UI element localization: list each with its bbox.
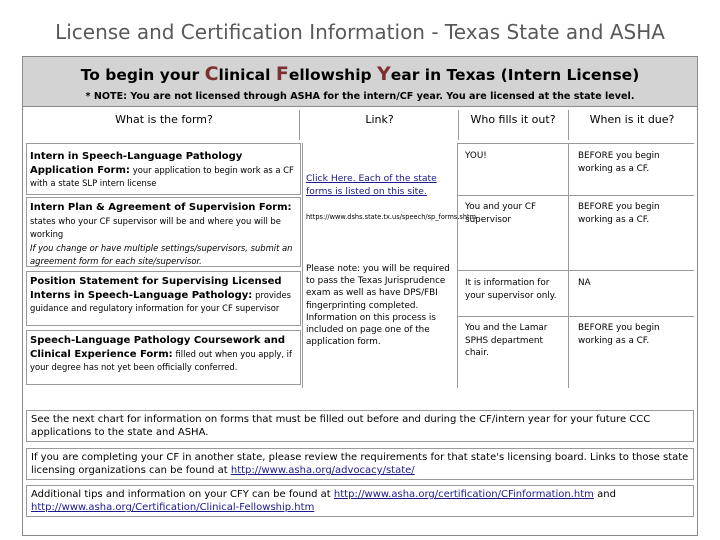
click-here-link[interactable]: Click Here. Each of the state forms is listed on this site.	[306, 173, 437, 197]
banner-ellowship: ellowship	[288, 66, 378, 84]
banner	[22, 56, 698, 107]
form-cell-1	[26, 143, 301, 195]
header-divider	[299, 110, 300, 140]
col-header-link: Link?	[365, 113, 394, 126]
form-desc: filled out when you apply, if your degree has not yet been officially conferred.	[30, 348, 292, 372]
col-header-due: When is it due?	[589, 113, 675, 126]
who-cell-2: You and your CF supervisor	[465, 202, 537, 225]
who-cell-4: You and the Lamar SPHS department chair.	[465, 323, 548, 358]
banner-cap-y: Y	[377, 63, 391, 85]
col-header-who: Who fills it out?	[470, 113, 556, 126]
banner-heading	[23, 63, 697, 85]
dshs-forms-url[interactable]: https://www.dshs.state.tx.us/speech/sp_forms.shtm	[306, 213, 477, 221]
row-divider	[458, 143, 694, 144]
form-title: Intern Plan & Agreement of Supervision Form:	[30, 202, 292, 213]
form-cell-3	[26, 271, 301, 326]
header-divider	[568, 110, 569, 140]
cf-information-link[interactable]: http://www.asha.org/certification/CFinformation.htm	[333, 489, 594, 500]
additional-text: Additional tips and information on your CFY can be found at	[31, 489, 334, 500]
due-cell-3: NA	[578, 278, 591, 288]
banner-linical: linical	[218, 66, 276, 84]
row-divider	[458, 270, 694, 271]
asha-state-link[interactable]: http://www.asha.org/advocacy/state/	[230, 465, 415, 476]
form-title: Intern in Speech-Language Pathology Application Form:	[30, 151, 243, 176]
form-desc: your application to begin work as a CF with a state SLP intern license	[30, 164, 294, 188]
other-state-note	[26, 448, 694, 480]
who-cell-1: YOU!	[465, 151, 487, 161]
additional-tips-note	[26, 485, 694, 517]
who-cell-3: It is information for your supervisor only.	[465, 278, 557, 301]
form-cell-2	[26, 197, 301, 267]
form-note: If you change or have multiple settings/supervisors, submit an agreement form for each site/supervisor.	[30, 242, 293, 266]
form-cell-4	[26, 330, 301, 385]
col-header-what: What is the form?	[115, 113, 213, 126]
form-desc: states who your CF supervisor will be and where you will be working	[30, 215, 281, 239]
due-cell-1: BEFORE you begin working as a CF.	[578, 151, 660, 174]
due-cell-4: BEFORE you begin working as a CF.	[578, 323, 660, 346]
row-divider	[458, 316, 694, 317]
header-divider	[458, 110, 459, 140]
banner-note: * NOTE: You are not licensed through ASHA for the intern/CF year. You are licensed at the state level.	[85, 91, 635, 102]
jurisprudence-note: Please note: you will be required to pass the Texas Jurisprudence exam as well as have DPS/FBI fingerprinting completed. Information on this process is included on page one of the application form.	[306, 264, 450, 348]
slide-title: License and Certification Information - Texas State and ASHA	[55, 20, 665, 44]
banner-ear: ear in Texas (Intern License)	[390, 66, 640, 84]
banner-cap-c: C	[204, 63, 219, 85]
form-desc: provides guidance and regulatory information for your CF supervisor	[30, 289, 291, 313]
and-text: and	[593, 489, 616, 500]
form-title: Speech-Language Pathology Coursework and Clinical Experience Form:	[30, 335, 286, 360]
form-title: Position Statement for Supervising Licensed Interns in Speech-Language Pathology:	[30, 276, 282, 301]
next-chart-note: See the next chart for information on forms that must be filled out before and during the CF/intern year for your future CCC applications to the state and ASHA.	[26, 410, 694, 442]
link-column	[302, 143, 477, 388]
banner-cap-f: F	[275, 63, 289, 85]
col-divider	[568, 143, 569, 388]
clinical-fellowship-link[interactable]: http://www.asha.org/Certification/Clinical-Fellowship.htm	[31, 502, 315, 513]
other-state-text: If you are completing your CF in another state, please review the requirements for that state's licensing board. Links to those state licensing organizations can be found at	[31, 452, 689, 476]
banner-prefix: To begin your	[80, 66, 205, 84]
row-divider	[458, 195, 694, 196]
due-cell-2: BEFORE you begin working as a CF.	[578, 202, 660, 225]
